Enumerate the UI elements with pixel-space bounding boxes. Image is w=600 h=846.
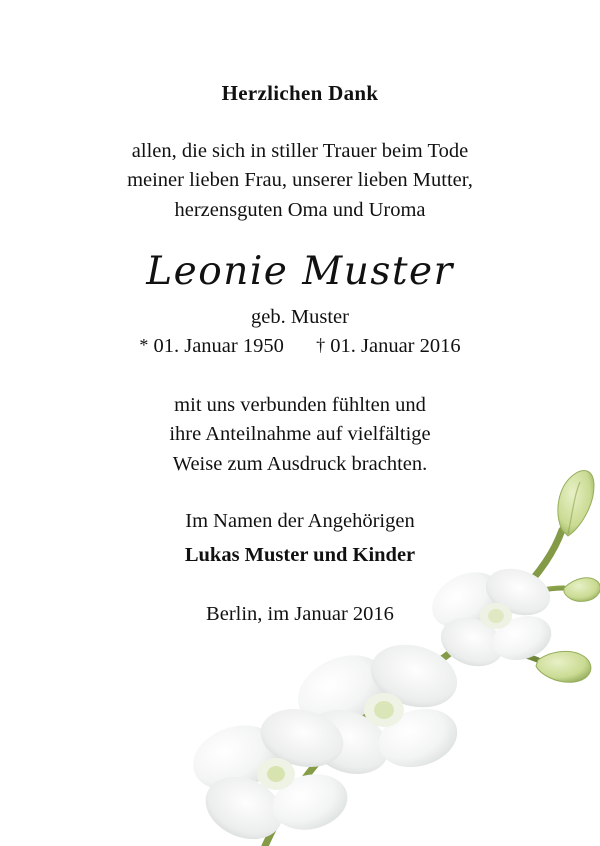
maiden-name: geb. Muster: [251, 305, 349, 328]
page-title: Herzlichen Dank: [221, 81, 379, 105]
place-and-date: Berlin, im Januar 2016: [206, 602, 394, 625]
deceased-name: Leonie Muster: [146, 248, 454, 294]
intro-text: [0, 137, 600, 224]
death-symbol: †: [316, 335, 326, 356]
birth-symbol: *: [139, 335, 149, 356]
body-line-2: ihre Anteilnahme auf vielfältige: [169, 423, 431, 446]
intro-line-3: herzensguten Oma und Uroma: [174, 198, 426, 221]
life-dates: [0, 333, 600, 361]
behalf-text: Im Namen der Angehörigen: [185, 510, 415, 533]
birth-date: 01. Januar 1950: [153, 335, 284, 358]
family-name: Lukas Muster und Kinder: [184, 543, 416, 566]
death-date: 01. Januar 2016: [330, 335, 461, 358]
intro-line-1: allen, die sich in stiller Trauer beim Tode: [131, 140, 469, 163]
body-line-3: Weise zum Ausdruck brachten.: [172, 452, 428, 475]
body-line-1: mit uns verbunden fühlten und: [174, 393, 426, 416]
body-text: [0, 391, 600, 480]
intro-line-2: meiner lieben Frau, unserer lieben Mutter,: [127, 169, 473, 192]
